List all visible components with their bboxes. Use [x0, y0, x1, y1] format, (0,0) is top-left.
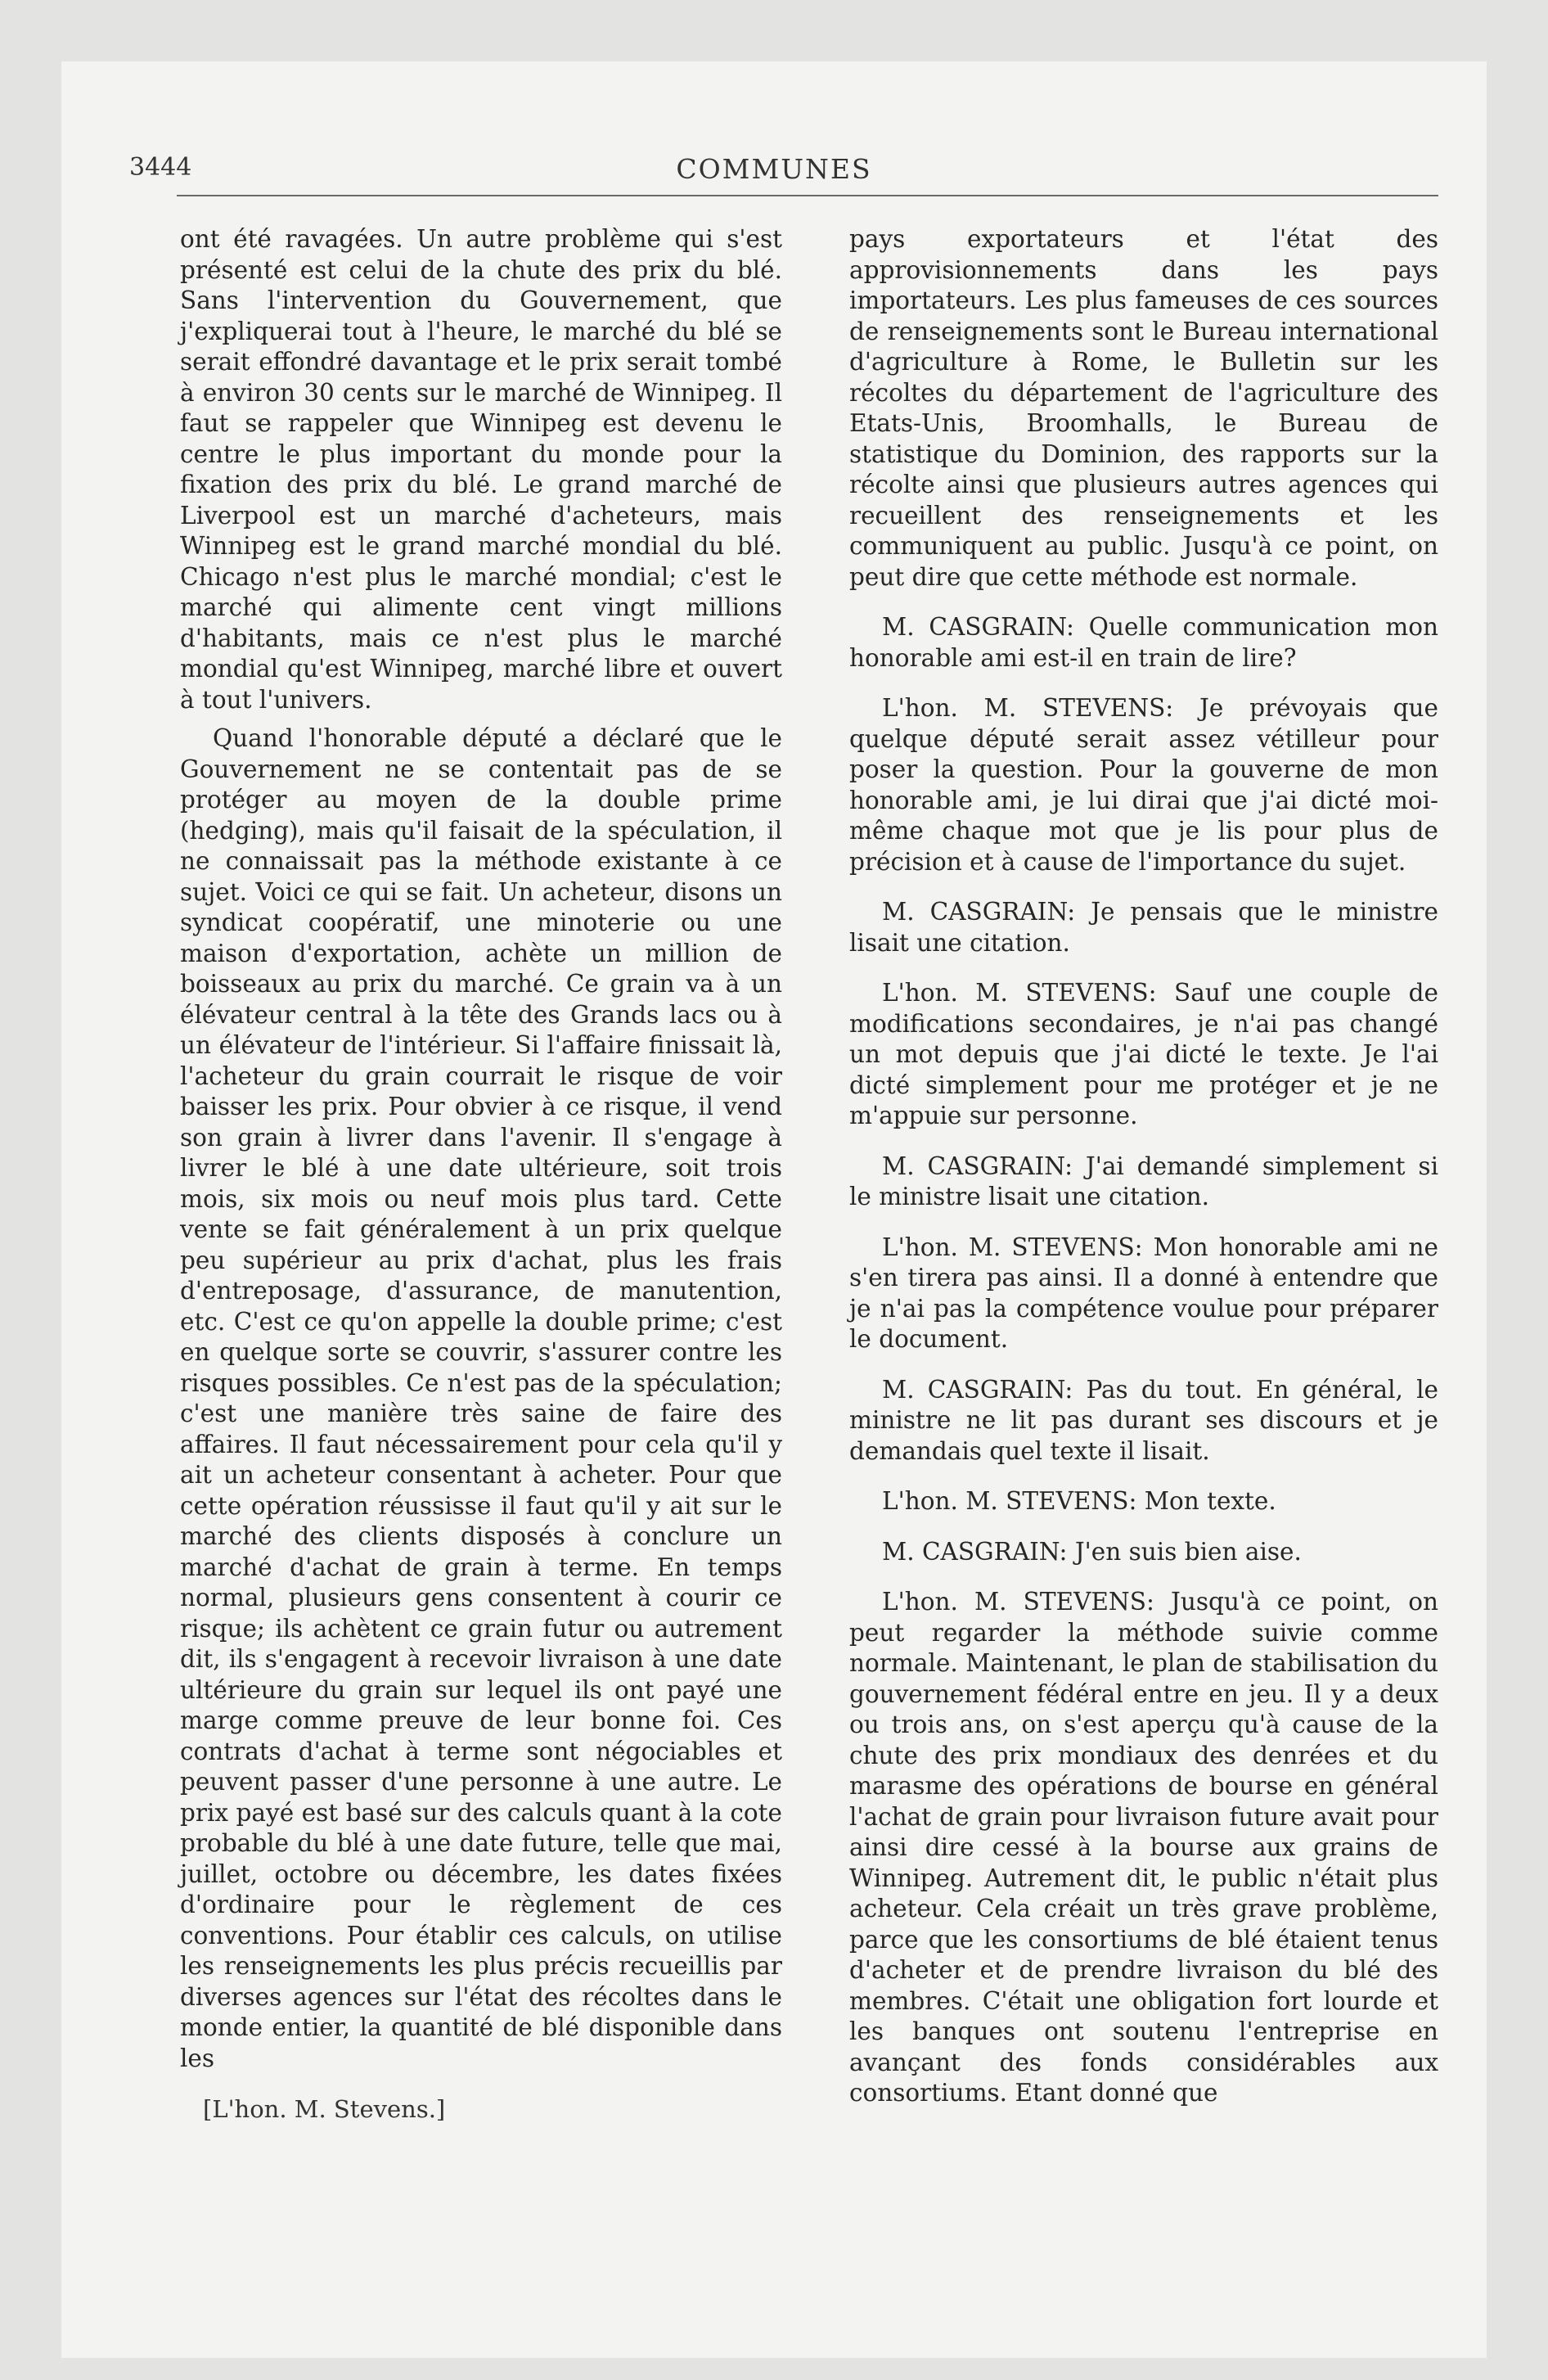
page-number: 3444	[129, 153, 192, 182]
header-rule	[177, 195, 1438, 196]
left-column	[180, 224, 782, 2074]
speaker-note: [L'hon. M. Stevens.]	[203, 2095, 446, 2123]
right-column	[849, 224, 1438, 2129]
running-title: COMMUNES	[676, 153, 872, 185]
right-paragraph-2: M. CASGRAIN: Quelle communication mon honorable ami est-il en train de lire?	[849, 613, 1438, 672]
right-paragraph-9: L'hon. M. STEVENS: Mon texte.	[882, 1487, 1276, 1515]
left-paragraph-2: Quand l'honorable député a déclaré que le Gouvernement ne se contentait pas de se protéger au moyen de la double prime (hedging), mais qu'il faisait de la spéculation, il ne connaissait pas la méthode existante à ce sujet. Voici ce qui se fait. Un acheteur, disons un syndicat coopératif, une minoterie ou une maison d'exportation, achète un million de boisseaux au prix du marché. Ce grain va à un élévateur central à la tête des Grands lacs ou à un élévateur de l'intérieur. Si l'affaire finissait là, l'acheteur du grain courrait le risque de voir baisser les prix. Pour obvier à ce risque, il vend son grain à livrer dans l'avenir. Il s'engage à livrer le blé à une date ultérieure, soit trois mois, six mois ou neuf mois plus tard. Cette vente se fait généralement à un prix quelque peu supérieur au prix d'achat, plus les frais d'entreposage, d'assurance, de manutention, etc. C'est ce qu'on appelle la double prime; c'est en quelque sorte se couvrir, s'assurer contre les risques possibles. Ce n'est pas de la spéculation; c'est une manière très saine de faire des affaires. Il faut nécessairement pour cela qu'il y ait un acheteur consentant à acheter. Pour que cette opération réussisse il faut qu'il y ait sur le marché des clients disposés à conclure un marché d'achat de grain à terme. En temps normal, plusieurs gens consentent à courir ce risque; ils achètent ce grain futur ou autrement dit, ils s'engagent à recevoir livraison à une date ultérieure du grain sur lequel ils ont payé une marge comme preuve de leur bonne foi. Ces contrats d'achat à terme sont négociables et peuvent passer d'une personne à une autre. Le prix payé est basé sur des calculs quant à la cote probable du blé à une date future, telle que mai, juillet, octobre ou décembre, les dates fixées d'ordinaire pour le règlement de ces conventions. Pour établir ces calculs, on utilise les renseignements les plus précis recueillis par diverses agences sur l'état des récoltes dans le monde entier, la quantité de blé disponible dans les	[180, 724, 782, 2072]
left-paragraph-1: ont été ravagées. Un autre problème qui s'est présenté est celui de la chute des prix du blé. Sans l'intervention du Gouvernement, que j'expliquerai tout à l'heure, le marché du blé se serait effondré davantage et le prix serait tombé à environ 30 cents sur le marché de Winnipeg. Il faut se rappeler que Winnipeg est devenu le centre le plus important du monde pour la fixation des prix du blé. Le grand marché de Liverpool est un marché d'acheteurs, mais Winnipeg est le grand marché mondial du blé. Chicago n'est plus le marché mondial; c'est le marché qui alimente cent vingt millions d'habitants, mais ce n'est plus le marché mondial qu'est Winnipeg, marché libre et ouvert à tout l'univers.	[180, 225, 782, 714]
right-paragraph-4: M. CASGRAIN: Je pensais que le ministre lisait une citation.	[849, 898, 1438, 957]
right-paragraph-7: L'hon. M. STEVENS: Mon honorable ami ne s'en tirera pas ainsi. Il a donné à entendre que je n'ai pas la compétence voulue pour préparer le document.	[849, 1233, 1438, 1353]
right-paragraph-5: L'hon. M. STEVENS: Sauf une couple de modifications secondaires, je n'ai pas changé un mot depuis que j'ai dicté le texte. Je l'ai dicté simplement pour me protéger et je ne m'appuie sur personne.	[849, 979, 1438, 1129]
right-paragraph-6: M. CASGRAIN: J'ai demandé simplement si le ministre lisait une citation.	[849, 1152, 1438, 1210]
right-paragraph-11: L'hon. M. STEVENS: Jusqu'à ce point, on peut regarder la méthode suivie comme normale. Maintenant, le plan de stabilisation du gouvernement fédéral entre en jeu. Il y a deux ou trois ans, on s'est aperçu qu'à cause de la chute des prix mondiaux des denrées et du marasme des opérations de bourse en général l'achat de grain pour livraison future avait pour ainsi dire cessé à la bourse aux grains de Winnipeg. Autrement dit, le public n'était plus acheteur. Cela créait un très grave problème, parce que les consortiums de blé étaient tenus d'acheter et de prendre livraison du blé des membres. C'était une obligation fort lourde et les banques ont soutenu l'entreprise en avançant des fonds considérables aux consortiums. Etant donné que	[849, 1588, 1438, 2107]
right-paragraph-10: M. CASGRAIN: J'en suis bien aise.	[882, 1537, 1302, 1566]
right-paragraph-3: L'hon. M. STEVENS: Je prévoyais que quelque député serait assez vétilleur pour poser la question. Pour la gouverne de mon honorable ami, je lui dirai que j'ai dicté moi-même chaque mot que je lis pour plus de précision et à cause de l'importance du sujet.	[849, 694, 1438, 876]
right-paragraph-8: M. CASGRAIN: Pas du tout. En général, le ministre ne lit pas durant ses discours et je demandais quel texte il lisait.	[849, 1375, 1438, 1465]
right-paragraph-1: pays exportateurs et l'état des approvisionnements dans les pays importateurs. Les plus fameuses de ces sources de renseignements sont le Bureau international d'agriculture à Rome, le Bulletin sur les récoltes du département de l'agriculture des Etats-Unis, Broomhalls, le Bureau de statistique du Dominion, des rapports sur la récolte ainsi que plusieurs autres agences qui recueillent des renseignements et les communiquent au public. Jusqu'à ce point, on peut dire que cette méthode est normale.	[849, 225, 1438, 591]
